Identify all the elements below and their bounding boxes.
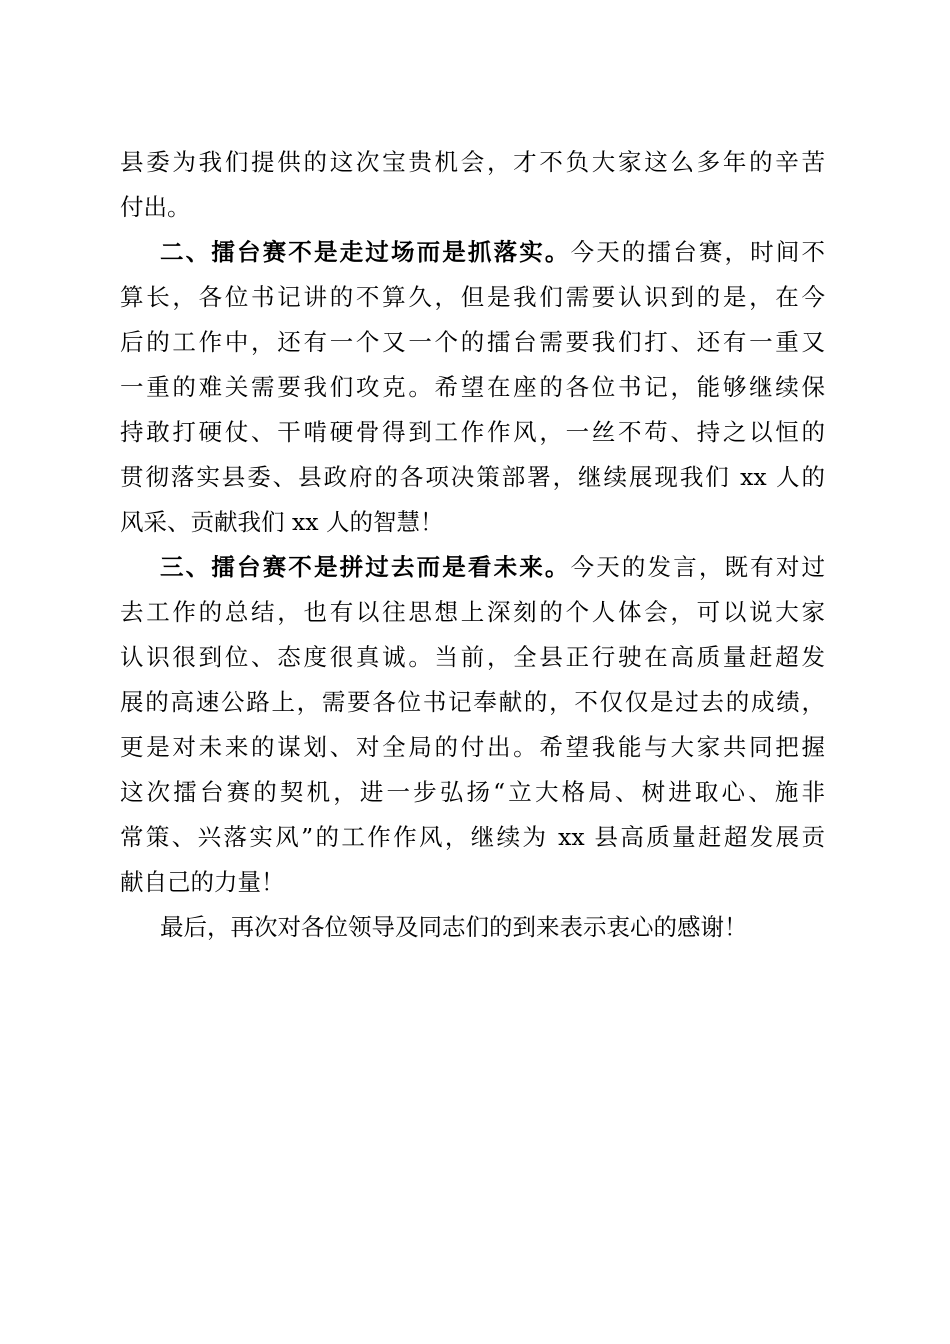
section-three-lead: 今天的发言，既有对过 bbox=[570, 553, 826, 581]
closing-line: 最后，再次对各位领导及同志们的到来表示衷心的感谢！ bbox=[160, 913, 748, 941]
body-line: 去工作的总结，也有以往思想上深刻的个人体会，可以说大家 bbox=[120, 598, 825, 626]
section-two-lead: 今天的擂台赛，时间不 bbox=[570, 238, 826, 266]
body-line: 常策、兴落实风”的工作作风，继续为 xx 县高质量赶超发展贡 bbox=[120, 823, 825, 851]
body-line: 认识很到位、态度很真诚。当前，全县正行驶在高质量赶超发 bbox=[120, 643, 825, 671]
body-line: 风采、贡献我们 xx 人的智慧！ bbox=[120, 508, 444, 536]
body-line: 献自己的力量！ bbox=[120, 868, 285, 896]
body-line: 县委为我们提供的这次宝贵机会，才不负大家这么多年的辛苦 bbox=[120, 148, 825, 176]
body-line: 一重的难关需要我们攻克。希望在座的各位书记，能够继续保 bbox=[120, 373, 825, 401]
body-line: 展的高速公路上，需要各位书记奉献的，不仅仅是过去的成绩， bbox=[120, 688, 825, 716]
body-line: 持敢打硬仗、干啃硬骨得到工作作风，一丝不苟、持之以恒的 bbox=[120, 418, 825, 446]
body-line: 后的工作中，还有一个又一个的擂台需要我们打、还有一重又 bbox=[120, 328, 825, 356]
section-heading-line bbox=[160, 232, 825, 272]
section-two-heading: 二、擂台赛不是走过场而是抓落实。 bbox=[160, 238, 571, 266]
body-line: 付出。 bbox=[120, 193, 191, 221]
section-three-heading: 三、擂台赛不是拼过去而是看未来。 bbox=[160, 553, 571, 581]
body-line: 算长，各位书记讲的不算久，但是我们需要认识到的是，在今 bbox=[120, 283, 825, 311]
section-heading-line bbox=[160, 547, 825, 587]
body-line: 贯彻落实县委、县政府的各项决策部署，继续展现我们 xx 人的 bbox=[120, 463, 825, 491]
body-line: 这次擂台赛的契机，进一步弘扬“立大格局、树进取心、施非 bbox=[120, 778, 825, 806]
body-line: 更是对未来的谋划、对全局的付出。希望我能与大家共同把握 bbox=[120, 733, 825, 761]
